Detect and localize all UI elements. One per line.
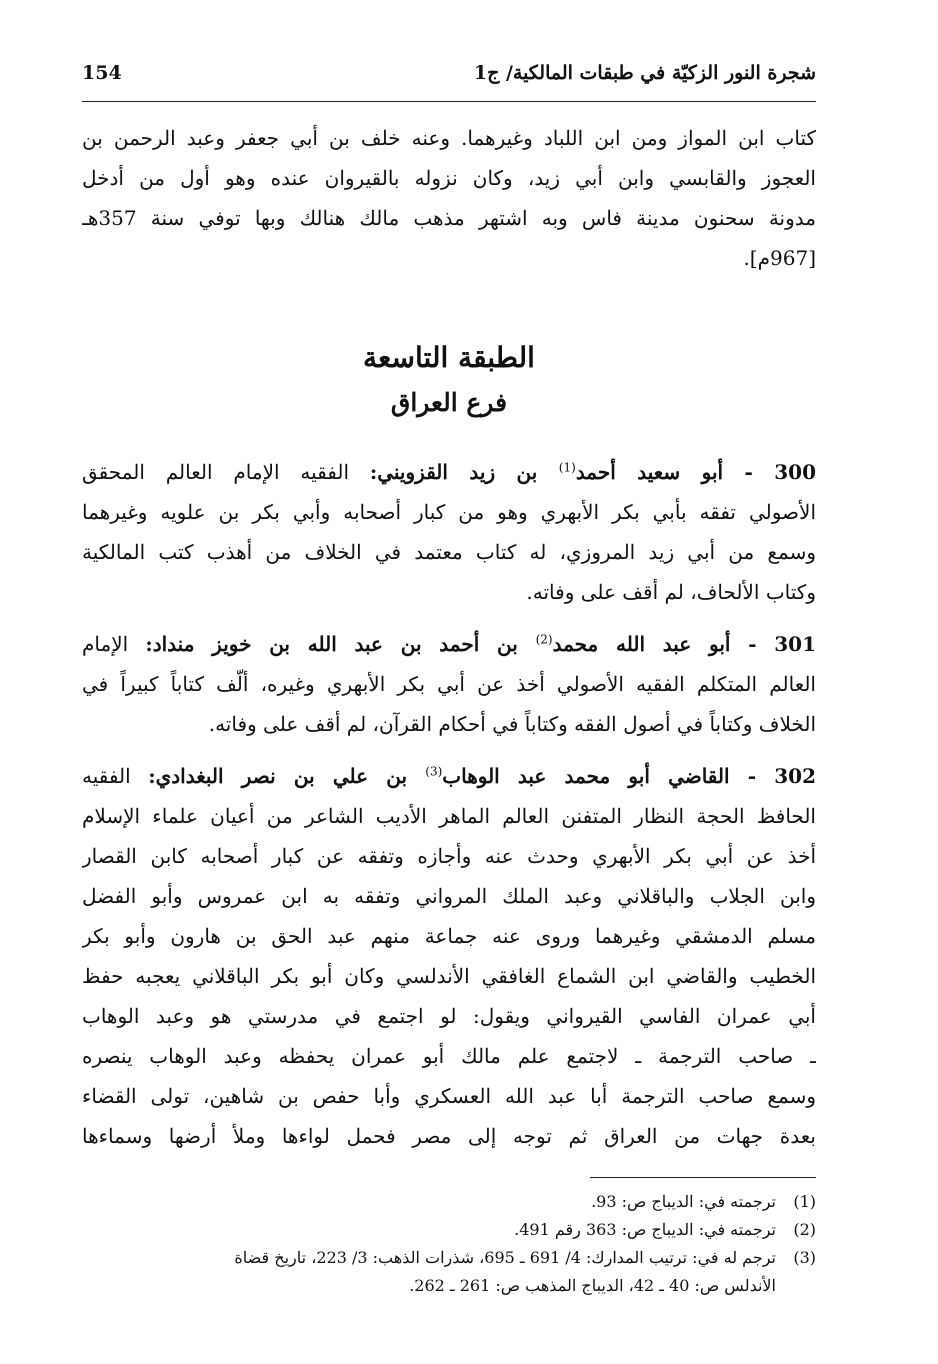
text-line: الأصولي تفقه بأبي بكر الأبهري وهو من كبار أصحابه وأبي بكر بن علويه وغيرهما (82, 500, 816, 524)
footnotes (82, 1188, 816, 1300)
text-line: وسمع من أبي زيد المروزي، له كتاب معتمد في الخلاف من أهذب كتب المالكية (82, 540, 816, 564)
biography-entry (82, 756, 816, 1156)
footnote (82, 1244, 816, 1272)
main-text (82, 118, 816, 1168)
footnote-text: ترجم له في: ترتيب المدارك: 4/ 691 ـ 695، شذرات الذهب: 3/ 223، تاريخ قضاة (234, 1248, 776, 1267)
text-line: ـ صاحب الترجمة ـ لاجتمع علم مالك أبو عمران يحفظه وعبد الوهاب ينصره (82, 1044, 816, 1068)
text-line: بعدة جهات من العراق ثم توجه إلى مصر فحمل لواءها وملأ أرضها وسماءها (82, 1124, 816, 1148)
footnote-continuation: الأندلس ص: 40 ـ 42، الديباج المذهب ص: 261 ـ 262. (409, 1276, 776, 1295)
text-line: الخطيب والقاضي ابن الشماع الغافقي الأندلسي وكان أبو بكر الباقلاني يعجبه حفظ (82, 964, 816, 988)
intro-paragraph (82, 118, 816, 278)
footnote (82, 1188, 816, 1216)
entry-text: الإمام (82, 632, 146, 656)
running-header (82, 62, 816, 84)
text-line: العجوز والقابسي وابن أبي زيد، وكان نزوله بالقيروان عنده وهو أول من أدخل (82, 166, 816, 190)
entry-text: الفقيه (82, 764, 149, 788)
section-title: الطبقة التاسعة (363, 341, 535, 374)
text-line: [967م]. (743, 246, 816, 270)
entry-heading-cont: بن زيد القزويني: (369, 460, 559, 484)
header-rule (82, 101, 816, 102)
entry-heading-cont: بن علي بن نصر البغدادي: (148, 764, 426, 788)
footnote-number: (1) (793, 1192, 816, 1211)
entry-heading: 301 - أبو عبد الله محمد (552, 632, 816, 656)
text-line: أخذ عن أبي بكر الأبهري وحدث عنه وأجازه وتفقه عن كبار أصحابه كابن القصار (82, 844, 816, 868)
biography-entry (82, 452, 816, 612)
page-number: 154 (82, 62, 122, 84)
footnote-ref: (2) (535, 632, 553, 647)
text-line: العالم المتكلم الفقيه الأصولي أخذ عن أبي بكر الأبهري وغيره، ألّف كتاباً كبيراً في (82, 672, 816, 696)
text-line: كتاب ابن المواز ومن ابن اللباد وغيرهما. وعنه خلف بن أبي جعفر وعبد الرحمن بن (82, 126, 816, 150)
entry-text: الفقيه الإمام العالم المحقق (82, 460, 370, 484)
footnote-number: (3) (793, 1248, 816, 1267)
entry-heading: 300 - أبو سعيد أحمد (575, 460, 816, 484)
text-line: مدونة سحنون مدينة فاس وبه اشتهر مذهب مالك هنالك وبها توفي سنة 357هـ (82, 206, 816, 230)
text-line: مسلم الدمشقي وغيرهما وروى عنه جماعة منهم عبد الحق بن هارون وأبو بكر (82, 924, 816, 948)
text-line: وسمع صاحب الترجمة أبا عبد الله العسكري وأبا حفص بن شاهين، تولى القضاء (82, 1084, 816, 1108)
text-line: وكتاب الألحاف، لم أقف على وفاته. (526, 580, 816, 604)
footnote (82, 1216, 816, 1244)
footnote-rule (590, 1177, 816, 1178)
section-subtitle: فرع العراق (390, 388, 508, 417)
running-title: شجرة النور الزكيّة في طبقات المالكية/ ج1 (473, 62, 816, 84)
footnote-number: (2) (793, 1220, 816, 1239)
footnote-text: ترجمته في: الديباج ص: 363 رقم 491. (514, 1220, 776, 1239)
text-line: أبي عمران الفاسي القيرواني ويقول: لو اجتمع في مدرستي هو وعبد الوهاب (82, 1004, 816, 1028)
footnote-ref: (1) (558, 460, 576, 475)
footnote-text: ترجمته في: الديباج ص: 93. (591, 1192, 776, 1211)
footnote-ref: (3) (425, 764, 443, 779)
entry-heading: 302 - القاضي أبو محمد عبد الوهاب (442, 764, 816, 788)
entry-heading-cont: بن أحمد بن عبد الله بن خويز منداد: (145, 632, 536, 656)
text-line: الخلاف وكتاباً في أصول الفقه وكتاباً في أحكام القرآن، لم أقف على وفاته. (208, 712, 816, 736)
text-line: الحافظ الحجة النظار المتفنن العالم الماهر الأديب الشاعر من أعيان علماء الإسلام (82, 804, 816, 828)
text-line: وابن الجلاب والباقلاني وعبد الملك المرواني وتفقه به ابن عمروس وأبو الفضل (82, 884, 816, 908)
biography-entry (82, 624, 816, 744)
